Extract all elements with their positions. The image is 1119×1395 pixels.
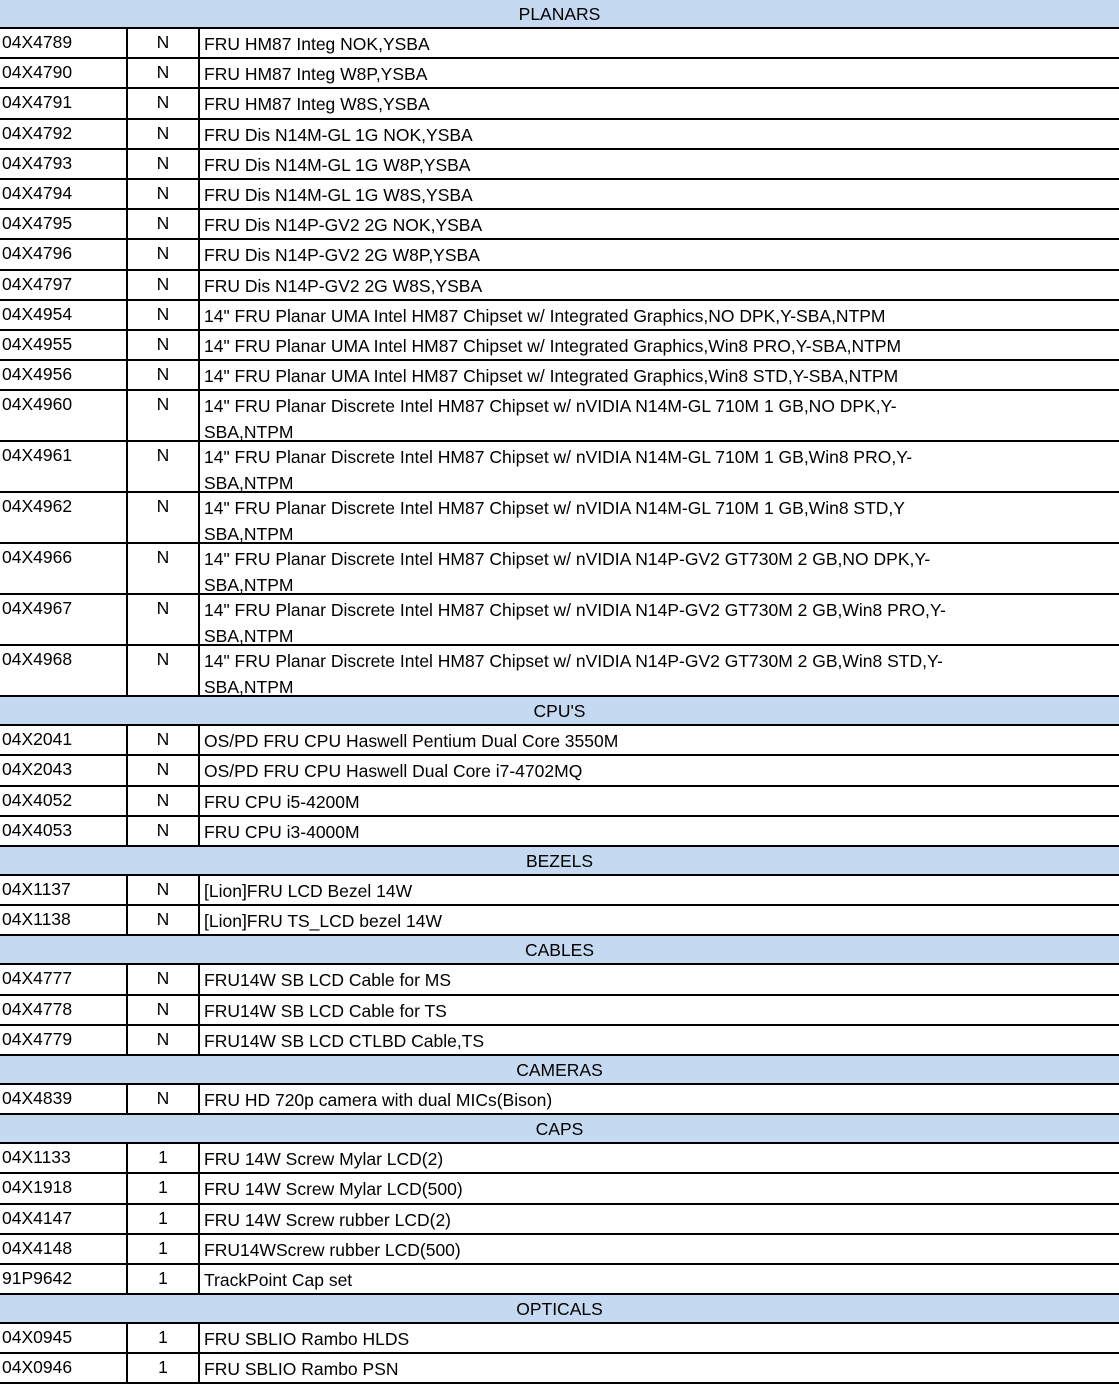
code-cell: N — [128, 442, 200, 491]
table-row — [0, 1235, 1119, 1265]
description-cell — [200, 1085, 1119, 1113]
part-number-cell: 04X4793 — [0, 150, 128, 178]
code-cell: N — [128, 361, 200, 389]
description-cell — [200, 89, 1119, 117]
description-text: 14" FRU Planar UMA Intel HM87 Chipset w/ Integrated Graphics,NO DPK,Y-SBA,NTPM — [204, 305, 886, 326]
code-cell: 1 — [128, 1265, 200, 1293]
code-cell: N — [128, 391, 200, 440]
code-cell: N — [128, 493, 200, 542]
description-text: [Lion]FRU TS_LCD bezel 14W — [204, 911, 442, 932]
part-number-cell: 04X4778 — [0, 996, 128, 1024]
part-number-cell: 04X4052 — [0, 787, 128, 815]
part-number-cell: 04X1137 — [0, 876, 128, 904]
code-cell: N — [128, 180, 200, 208]
part-number-cell: 04X4147 — [0, 1205, 128, 1233]
description-cell — [200, 301, 1119, 329]
description-cell — [200, 1174, 1119, 1202]
description-text: 14" FRU Planar Discrete Intel HM87 Chipset w/ nVIDIA N14P-GV2 GT730M 2 GB,NO DPK,Y-SBA,NTPM — [204, 549, 931, 596]
description-text: 14" FRU Planar Discrete Intel HM87 Chipset w/ nVIDIA N14M-GL 710M 1 GB,Win8 PRO,Y-SBA,NTPM — [204, 447, 913, 494]
description-cell — [200, 29, 1119, 57]
code-cell: N — [128, 1085, 200, 1113]
description-cell — [200, 180, 1119, 208]
part-number-cell: 04X4148 — [0, 1235, 128, 1263]
code-cell: N — [128, 59, 200, 87]
description-cell — [200, 1265, 1119, 1293]
part-number-cell: 04X1133 — [0, 1144, 128, 1172]
code-cell: N — [128, 1026, 200, 1054]
description-cell — [200, 906, 1119, 934]
table-row — [0, 646, 1119, 697]
description-text: FRU 14W Screw Mylar LCD(2) — [204, 1149, 444, 1170]
table-row — [0, 331, 1119, 361]
description-cell — [200, 965, 1119, 993]
description-text: FRU Dis N14M-GL 1G W8S,YSBA — [204, 184, 473, 205]
code-cell: N — [128, 29, 200, 57]
description-cell — [200, 240, 1119, 268]
table-row — [0, 29, 1119, 59]
table-row — [0, 817, 1119, 847]
code-cell: 1 — [128, 1174, 200, 1202]
description-text: 14" FRU Planar UMA Intel HM87 Chipset w/ Integrated Graphics,Win8 PRO,Y-SBA,NTPM — [204, 335, 902, 356]
description-text: 14" FRU Planar UMA Intel HM87 Chipset w/ Integrated Graphics,Win8 STD,Y-SBA,NTPM — [204, 366, 899, 387]
code-cell: N — [128, 756, 200, 784]
part-number-cell: 04X4797 — [0, 271, 128, 299]
description-text: FRU CPU i5-4200M — [204, 791, 360, 812]
code-cell: N — [128, 301, 200, 329]
description-cell — [200, 1354, 1119, 1382]
description-cell — [200, 1144, 1119, 1172]
code-cell: 1 — [128, 1144, 200, 1172]
table-row — [0, 240, 1119, 270]
part-number-cell: 04X4962 — [0, 493, 128, 542]
table-row — [0, 996, 1119, 1026]
description-text: FRU Dis N14P-GV2 2G W8P,YSBA — [204, 245, 480, 266]
description-text: FRU Dis N14P-GV2 2G NOK,YSBA — [204, 215, 483, 236]
table-row — [0, 442, 1119, 493]
table-row — [0, 876, 1119, 906]
code-cell: N — [128, 240, 200, 268]
part-number-cell: 04X4792 — [0, 120, 128, 148]
part-number-cell: 04X4789 — [0, 29, 128, 57]
description-cell — [200, 1205, 1119, 1233]
part-number-cell: 04X0945 — [0, 1324, 128, 1352]
part-number-cell: 04X4954 — [0, 301, 128, 329]
table-row — [0, 1205, 1119, 1235]
section-header: CABLES — [0, 936, 1119, 965]
part-number-cell: 04X4960 — [0, 391, 128, 440]
description-cell — [200, 493, 1119, 545]
description-text: FRU HD 720p camera with dual MICs(Bison) — [204, 1089, 553, 1110]
table-row — [0, 1354, 1119, 1384]
table-row — [0, 391, 1119, 442]
part-number-cell: 04X4839 — [0, 1085, 128, 1113]
code-cell: N — [128, 787, 200, 815]
table-row — [0, 1174, 1119, 1204]
table-row — [0, 1085, 1119, 1115]
table-row — [0, 59, 1119, 89]
description-cell — [200, 876, 1119, 904]
description-cell — [200, 595, 1119, 647]
part-number-cell: 04X4961 — [0, 442, 128, 491]
part-number-cell: 04X2041 — [0, 726, 128, 754]
description-cell — [200, 331, 1119, 359]
description-text: FRU HM87 Integ W8P,YSBA — [204, 64, 428, 85]
table-row — [0, 787, 1119, 817]
description-text: FRU 14W Screw rubber LCD(2) — [204, 1209, 451, 1230]
code-cell: N — [128, 965, 200, 993]
table-row — [0, 301, 1119, 331]
description-text: FRU SBLIO Rambo PSN — [204, 1359, 399, 1380]
description-text: FRU14W SB LCD Cable for MS — [204, 970, 452, 991]
part-number-cell: 04X4795 — [0, 210, 128, 238]
code-cell: N — [128, 996, 200, 1024]
part-number-cell: 91P9642 — [0, 1265, 128, 1293]
description-cell — [200, 1324, 1119, 1352]
part-number-cell: 04X4777 — [0, 965, 128, 993]
code-cell: N — [128, 271, 200, 299]
description-text: FRU HM87 Integ NOK,YSBA — [204, 34, 430, 54]
description-cell — [200, 210, 1119, 238]
description-cell — [200, 1235, 1119, 1263]
section-header: BEZELS — [0, 847, 1119, 876]
description-cell — [200, 150, 1119, 178]
description-text: FRU Dis N14M-GL 1G W8P,YSBA — [204, 154, 471, 175]
description-cell — [200, 391, 1119, 443]
section-header: CPU'S — [0, 697, 1119, 726]
description-text: [Lion]FRU LCD Bezel 14W — [204, 881, 413, 901]
description-cell — [200, 271, 1119, 299]
description-cell — [200, 787, 1119, 815]
description-text: 14" FRU Planar Discrete Intel HM87 Chipset w/ nVIDIA N14M-GL 710M 1 GB,NO DPK,Y-SBA,NTPM — [204, 396, 897, 443]
code-cell: 1 — [128, 1235, 200, 1263]
table-row — [0, 493, 1119, 544]
description-text: FRU14WScrew rubber LCD(500) — [204, 1239, 461, 1260]
description-cell — [200, 361, 1119, 389]
description-text: 14" FRU Planar Discrete Intel HM87 Chipset w/ nVIDIA N14P-GV2 GT730M 2 GB,Win8 PRO,Y-SBA,NTPM — [204, 600, 946, 647]
description-text: OS/PD FRU CPU Haswell Pentium Dual Core 3550M — [204, 731, 619, 752]
table-row — [0, 544, 1119, 595]
code-cell: N — [128, 726, 200, 754]
table-row — [0, 1265, 1119, 1295]
table-row — [0, 965, 1119, 995]
description-text: TrackPoint Cap set — [204, 1269, 353, 1290]
description-text: OS/PD FRU CPU Haswell Dual Core i7-4702MQ — [204, 761, 583, 782]
description-text: 14" FRU Planar Discrete Intel HM87 Chipset w/ nVIDIA N14M-GL 710M 1 GB,Win8 STD,Y SBA,NTPM — [204, 498, 905, 545]
table-row — [0, 120, 1119, 150]
description-text: FRU Dis N14P-GV2 2G W8S,YSBA — [204, 275, 483, 296]
description-cell — [200, 544, 1119, 596]
part-number-cell: 04X4796 — [0, 240, 128, 268]
table-row — [0, 1144, 1119, 1174]
code-cell: N — [128, 210, 200, 238]
code-cell: 1 — [128, 1324, 200, 1352]
part-number-cell: 04X0946 — [0, 1354, 128, 1382]
description-cell — [200, 59, 1119, 87]
part-number-cell: 04X4053 — [0, 817, 128, 845]
description-text: FRU14W SB LCD Cable for TS — [204, 1000, 447, 1021]
description-cell — [200, 120, 1119, 148]
description-cell — [200, 726, 1119, 754]
code-cell: N — [128, 876, 200, 904]
code-cell: N — [128, 331, 200, 359]
description-text: FRU 14W Screw Mylar LCD(500) — [204, 1179, 463, 1200]
part-number-cell: 04X4966 — [0, 544, 128, 593]
table-row — [0, 906, 1119, 936]
table-row — [0, 210, 1119, 240]
part-number-cell: 04X4791 — [0, 89, 128, 117]
table-row — [0, 1324, 1119, 1354]
code-cell: N — [128, 150, 200, 178]
code-cell: N — [128, 906, 200, 934]
part-number-cell: 04X4955 — [0, 331, 128, 359]
code-cell: N — [128, 89, 200, 117]
description-text: FRU14W SB LCD CTLBD Cable,TS — [204, 1030, 485, 1051]
code-cell: N — [128, 120, 200, 148]
table-row — [0, 150, 1119, 180]
code-cell: 1 — [128, 1354, 200, 1382]
description-cell — [200, 1026, 1119, 1054]
description-text: FRU CPU i3-4000M — [204, 821, 360, 842]
section-header: OPTICALS — [0, 1295, 1119, 1324]
section-header: CAPS — [0, 1115, 1119, 1144]
table-row — [0, 756, 1119, 786]
table-row — [0, 595, 1119, 646]
code-cell: N — [128, 646, 200, 695]
table-row — [0, 89, 1119, 119]
description-text: FRU SBLIO Rambo HLDS — [204, 1329, 410, 1350]
part-number-cell: 04X4967 — [0, 595, 128, 644]
table-row — [0, 180, 1119, 210]
description-cell — [200, 996, 1119, 1024]
description-cell — [200, 817, 1119, 845]
part-number-cell: 04X4956 — [0, 361, 128, 389]
code-cell: N — [128, 544, 200, 593]
description-cell — [200, 646, 1119, 698]
code-cell: N — [128, 595, 200, 644]
table-row — [0, 361, 1119, 391]
part-number-cell: 04X4968 — [0, 646, 128, 695]
description-text: FRU HM87 Integ W8S,YSBA — [204, 94, 430, 115]
description-cell — [200, 756, 1119, 784]
part-number-cell: 04X2043 — [0, 756, 128, 784]
table-row — [0, 1026, 1119, 1056]
table-row — [0, 271, 1119, 301]
section-header: PLANARS — [0, 0, 1119, 29]
part-number-cell: 04X1138 — [0, 906, 128, 934]
section-header: CAMERAS — [0, 1056, 1119, 1085]
table-row — [0, 726, 1119, 756]
part-number-cell: 04X4779 — [0, 1026, 128, 1054]
description-text: 14" FRU Planar Discrete Intel HM87 Chipset w/ nVIDIA N14P-GV2 GT730M 2 GB,Win8 STD,Y-SBA,NTPM — [204, 651, 943, 698]
description-cell — [200, 442, 1119, 494]
part-number-cell: 04X4794 — [0, 180, 128, 208]
part-number-cell: 04X4790 — [0, 59, 128, 87]
code-cell: N — [128, 817, 200, 845]
part-number-cell: 04X1918 — [0, 1174, 128, 1202]
description-text: FRU Dis N14M-GL 1G NOK,YSBA — [204, 124, 473, 145]
code-cell: 1 — [128, 1205, 200, 1233]
